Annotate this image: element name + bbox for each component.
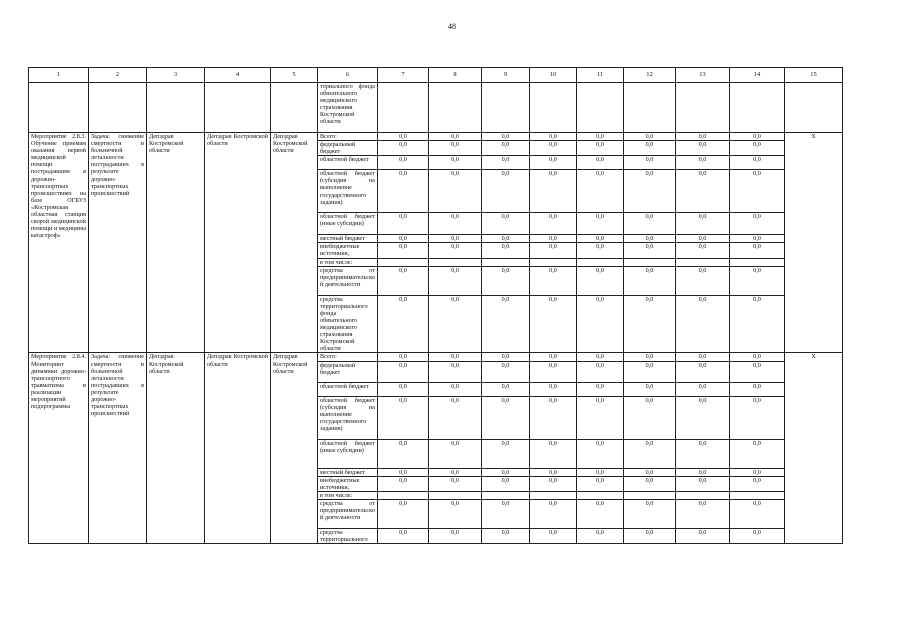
table-row	[29, 353, 843, 361]
amount-cell: 0,0	[577, 361, 624, 382]
amount-cell: 0,0	[730, 243, 785, 258]
indicator-cell: Х	[785, 133, 843, 353]
amount-cell: 0,0	[482, 235, 530, 243]
amount-cell: 0,0	[378, 243, 429, 258]
funding-source-cell: местный бюджет	[318, 468, 378, 476]
amount-cell: 0,0	[530, 396, 577, 439]
activity-col4-cell: Депздрав Костромской области	[205, 353, 271, 544]
amount-cell: 0,0	[676, 439, 730, 468]
amount-cell: 0,0	[429, 528, 482, 543]
amount-cell: 0,0	[378, 266, 429, 295]
funding-source-cell: федеральный бюджет	[318, 141, 378, 156]
amount-cell: 0,0	[676, 468, 730, 476]
activity-col2-cell: Задача: снижение смертности и больничной летальности пострадавших в результате дорожно-транспортных происшествий	[89, 133, 147, 353]
amount-cell	[624, 258, 676, 266]
amount-cell: 0,0	[530, 361, 577, 382]
funding-source-cell: средства от предпринимательской деятельности	[318, 266, 378, 295]
amount-cell: 0,0	[482, 476, 530, 491]
header-cell: 3	[147, 68, 205, 83]
amount-cell: 0,0	[378, 156, 429, 170]
funding-table	[28, 67, 843, 544]
amount-cell: 0,0	[530, 382, 577, 396]
header-cell: 2	[89, 68, 147, 83]
amount-cell: 0,0	[378, 528, 429, 543]
amount-cell: 0,0	[577, 499, 624, 528]
amount-cell	[676, 491, 730, 499]
amount-cell: 0,0	[676, 528, 730, 543]
amount-cell: 0,0	[530, 133, 577, 141]
amount-cell: 0,0	[676, 295, 730, 353]
amount-cell	[530, 491, 577, 499]
amount-cell: 0,0	[676, 396, 730, 439]
amount-cell: 0,0	[429, 361, 482, 382]
amount-cell: 0,0	[730, 213, 785, 235]
funding-source-cell: областной бюджет	[318, 156, 378, 170]
amount-cell: 0,0	[676, 361, 730, 382]
amount-cell: 0,0	[378, 141, 429, 156]
funding-source-cell: средства территориального	[318, 528, 378, 543]
amount-cell: 0,0	[482, 499, 530, 528]
amount-cell: 0,0	[429, 243, 482, 258]
amount-cell: 0,0	[530, 353, 577, 361]
header-cell: 4	[205, 68, 271, 83]
header-cell: 12	[624, 68, 676, 83]
amount-cell	[429, 491, 482, 499]
header-cell: 1	[29, 68, 89, 83]
amount-cell: 0,0	[676, 170, 730, 213]
amount-cell: 0,0	[482, 213, 530, 235]
funding-source-cell: Всего:	[318, 353, 378, 361]
amount-cell: 0,0	[730, 439, 785, 468]
activity-col3-cell: Депздрав Костромской области	[147, 353, 205, 544]
amount-cell: 0,0	[378, 499, 429, 528]
amount-cell: 0,0	[530, 468, 577, 476]
amount-cell: 0,0	[429, 468, 482, 476]
amount-cell: 0,0	[676, 133, 730, 141]
amount-cell: 0,0	[577, 170, 624, 213]
amount-cell: 0,0	[624, 295, 676, 353]
amount-cell: 0,0	[624, 243, 676, 258]
amount-cell: 0,0	[378, 396, 429, 439]
amount-cell: 0,0	[530, 528, 577, 543]
amount-cell: 0,0	[429, 141, 482, 156]
amount-cell: 0,0	[577, 266, 624, 295]
amount-cell: 0,0	[624, 499, 676, 528]
amount-cell	[624, 491, 676, 499]
amount-cell: 0,0	[624, 468, 676, 476]
amount-cell: 0,0	[530, 170, 577, 213]
amount-cell: 0,0	[378, 133, 429, 141]
amount-cell: 0,0	[429, 133, 482, 141]
amount-cell: 0,0	[482, 468, 530, 476]
header-cell: 15	[785, 68, 843, 83]
funding-source-cell: областной бюджет (субсидия на выполнение государственного задания)	[318, 170, 378, 213]
amount-cell: 0,0	[530, 295, 577, 353]
amount-cell: 0,0	[577, 439, 624, 468]
amount-cell: 0,0	[378, 439, 429, 468]
amount-cell: 0,0	[429, 156, 482, 170]
amount-cell	[378, 258, 429, 266]
funding-source-cell: местный бюджет	[318, 235, 378, 243]
funding-source-cell: областной бюджет (иные субсидии)	[318, 439, 378, 468]
amount-cell: 0,0	[577, 382, 624, 396]
amount-cell: 0,0	[482, 439, 530, 468]
amount-cell: 0,0	[676, 353, 730, 361]
header-cell: 5	[271, 68, 318, 83]
amount-cell: 0,0	[676, 266, 730, 295]
amount-cell: 0,0	[530, 235, 577, 243]
amount-cell	[482, 258, 530, 266]
amount-cell: 0,0	[730, 170, 785, 213]
funding-source-cell: в том числе:	[318, 258, 378, 266]
amount-cell: 0,0	[730, 468, 785, 476]
amount-cell	[577, 491, 624, 499]
amount-cell	[378, 491, 429, 499]
amount-cell: 0,0	[730, 156, 785, 170]
amount-cell: 0,0	[624, 156, 676, 170]
amount-cell	[676, 258, 730, 266]
funding-source-cell: внебюджетные источники,	[318, 243, 378, 258]
header-cell: 8	[429, 68, 482, 83]
amount-cell: 0,0	[624, 266, 676, 295]
activity-col2-cell: Задача: снижение смертности и больничной летальности пострадавших в результате дорожно-транспортных происшествий	[89, 353, 147, 544]
amount-cell: 0,0	[482, 141, 530, 156]
amount-cell: 0,0	[577, 213, 624, 235]
funding-source-cell: внебюджетные источники,	[318, 476, 378, 491]
amount-cell: 0,0	[577, 528, 624, 543]
amount-cell: 0,0	[730, 235, 785, 243]
amount-cell	[530, 258, 577, 266]
amount-cell: 0,0	[577, 235, 624, 243]
carry-over-row	[29, 83, 843, 133]
header-cell: 13	[676, 68, 730, 83]
amount-cell: 0,0	[530, 476, 577, 491]
amount-cell: 0,0	[624, 353, 676, 361]
amount-cell: 0,0	[482, 243, 530, 258]
amount-cell: 0,0	[624, 396, 676, 439]
amount-cell: 0,0	[378, 353, 429, 361]
amount-cell: 0,0	[482, 295, 530, 353]
amount-cell: 0,0	[624, 382, 676, 396]
amount-cell: 0,0	[577, 243, 624, 258]
amount-cell: 0,0	[730, 141, 785, 156]
amount-cell: 0,0	[378, 382, 429, 396]
amount-cell: 0,0	[676, 476, 730, 491]
amount-cell: 0,0	[730, 528, 785, 543]
activity-col4-cell: Депздрав Костромской области	[205, 133, 271, 353]
amount-cell: 0,0	[530, 243, 577, 258]
funding-source-cell: областной бюджет (субсидия на выполнение государственного задания)	[318, 396, 378, 439]
amount-cell: 0,0	[378, 235, 429, 243]
amount-cell: 0,0	[429, 170, 482, 213]
amount-cell: 0,0	[530, 141, 577, 156]
amount-cell: 0,0	[676, 156, 730, 170]
activity-col5-cell: Депздрав Костромской области	[271, 353, 318, 544]
activity-col3-cell: Депздрав Костромской области	[147, 133, 205, 353]
amount-cell: 0,0	[482, 396, 530, 439]
amount-cell: 0,0	[676, 213, 730, 235]
amount-cell: 0,0	[429, 235, 482, 243]
amount-cell: 0,0	[429, 213, 482, 235]
amount-cell: 0,0	[378, 170, 429, 213]
amount-cell: 0,0	[676, 382, 730, 396]
funding-source-cell: ториального фонда обязательного медицинского страхования Костромской области	[318, 83, 378, 133]
funding-source-cell: средства от предпринимательской деятельности	[318, 499, 378, 528]
amount-cell: 0,0	[378, 476, 429, 491]
amount-cell: 0,0	[429, 266, 482, 295]
amount-cell: 0,0	[624, 213, 676, 235]
amount-cell: 0,0	[530, 156, 577, 170]
amount-cell: 0,0	[730, 266, 785, 295]
amount-cell: 0,0	[378, 295, 429, 353]
funding-source-cell: федеральный бюджет	[318, 361, 378, 382]
amount-cell	[577, 258, 624, 266]
amount-cell: 0,0	[624, 439, 676, 468]
activity-col1-cell: Мероприятие 2.8.3. Обучение приемам оказания первой медицинской помощи пострадавшим в дорожно-транспортных происшествиях на базе ОГБУЗ «Костромская областная станция скорой медицинской помощи и медицины катастроф»	[29, 133, 89, 353]
amount-cell: 0,0	[730, 133, 785, 141]
amount-cell: 0,0	[577, 468, 624, 476]
amount-cell: 0,0	[482, 156, 530, 170]
header-cell: 9	[482, 68, 530, 83]
page-number: 48	[448, 22, 456, 31]
amount-cell: 0,0	[730, 295, 785, 353]
table-row	[29, 133, 843, 141]
amount-cell: 0,0	[676, 235, 730, 243]
amount-cell: 0,0	[676, 243, 730, 258]
amount-cell: 0,0	[482, 170, 530, 213]
amount-cell: 0,0	[482, 528, 530, 543]
amount-cell: 0,0	[577, 141, 624, 156]
header-cell: 11	[577, 68, 624, 83]
amount-cell	[429, 258, 482, 266]
amount-cell: 0,0	[378, 213, 429, 235]
amount-cell: 0,0	[577, 353, 624, 361]
amount-cell: 0,0	[429, 439, 482, 468]
amount-cell: 0,0	[378, 468, 429, 476]
amount-cell: 0,0	[624, 361, 676, 382]
amount-cell: 0,0	[429, 353, 482, 361]
amount-cell: 0,0	[378, 361, 429, 382]
indicator-cell: Х	[785, 353, 843, 544]
amount-cell: 0,0	[730, 361, 785, 382]
amount-cell	[482, 491, 530, 499]
amount-cell: 0,0	[577, 295, 624, 353]
header-row	[29, 68, 843, 83]
amount-cell: 0,0	[482, 382, 530, 396]
amount-cell	[730, 491, 785, 499]
amount-cell: 0,0	[624, 170, 676, 213]
amount-cell: 0,0	[429, 476, 482, 491]
activity-col5-cell: Депздрав Костромской области	[271, 133, 318, 353]
amount-cell: 0,0	[429, 382, 482, 396]
funding-source-cell: областной бюджет (иные субсидии)	[318, 213, 378, 235]
funding-source-cell: средства территориального фонда обязательного медицинского страхования Костромской области	[318, 295, 378, 353]
amount-cell: 0,0	[624, 476, 676, 491]
amount-cell: 0,0	[530, 213, 577, 235]
amount-cell	[730, 258, 785, 266]
amount-cell: 0,0	[730, 476, 785, 491]
amount-cell: 0,0	[577, 476, 624, 491]
amount-cell: 0,0	[676, 141, 730, 156]
amount-cell: 0,0	[730, 396, 785, 439]
amount-cell: 0,0	[482, 133, 530, 141]
header-cell: 6	[318, 68, 378, 83]
amount-cell: 0,0	[530, 439, 577, 468]
header-cell: 7	[378, 68, 429, 83]
amount-cell: 0,0	[530, 499, 577, 528]
amount-cell: 0,0	[429, 295, 482, 353]
amount-cell: 0,0	[429, 396, 482, 439]
activity-col1-cell: Мероприятие 2.8.4. Мониторинг динамики дорожно-транспортного травматизма и реализации мероприятий подпрограммы	[29, 353, 89, 544]
amount-cell: 0,0	[482, 361, 530, 382]
amount-cell: 0,0	[482, 266, 530, 295]
amount-cell: 0,0	[730, 382, 785, 396]
amount-cell: 0,0	[624, 141, 676, 156]
table-body	[29, 68, 843, 544]
amount-cell: 0,0	[482, 353, 530, 361]
amount-cell: 0,0	[676, 499, 730, 528]
amount-cell: 0,0	[624, 235, 676, 243]
amount-cell: 0,0	[730, 499, 785, 528]
amount-cell: 0,0	[577, 133, 624, 141]
amount-cell: 0,0	[429, 499, 482, 528]
amount-cell: 0,0	[730, 353, 785, 361]
amount-cell: 0,0	[624, 133, 676, 141]
amount-cell: 0,0	[530, 266, 577, 295]
amount-cell: 0,0	[624, 528, 676, 543]
header-cell: 10	[530, 68, 577, 83]
funding-source-cell: Всего:	[318, 133, 378, 141]
funding-source-cell: в том числе:	[318, 491, 378, 499]
funding-source-cell: областной бюджет	[318, 382, 378, 396]
amount-cell: 0,0	[577, 396, 624, 439]
header-cell: 14	[730, 68, 785, 83]
amount-cell: 0,0	[577, 156, 624, 170]
